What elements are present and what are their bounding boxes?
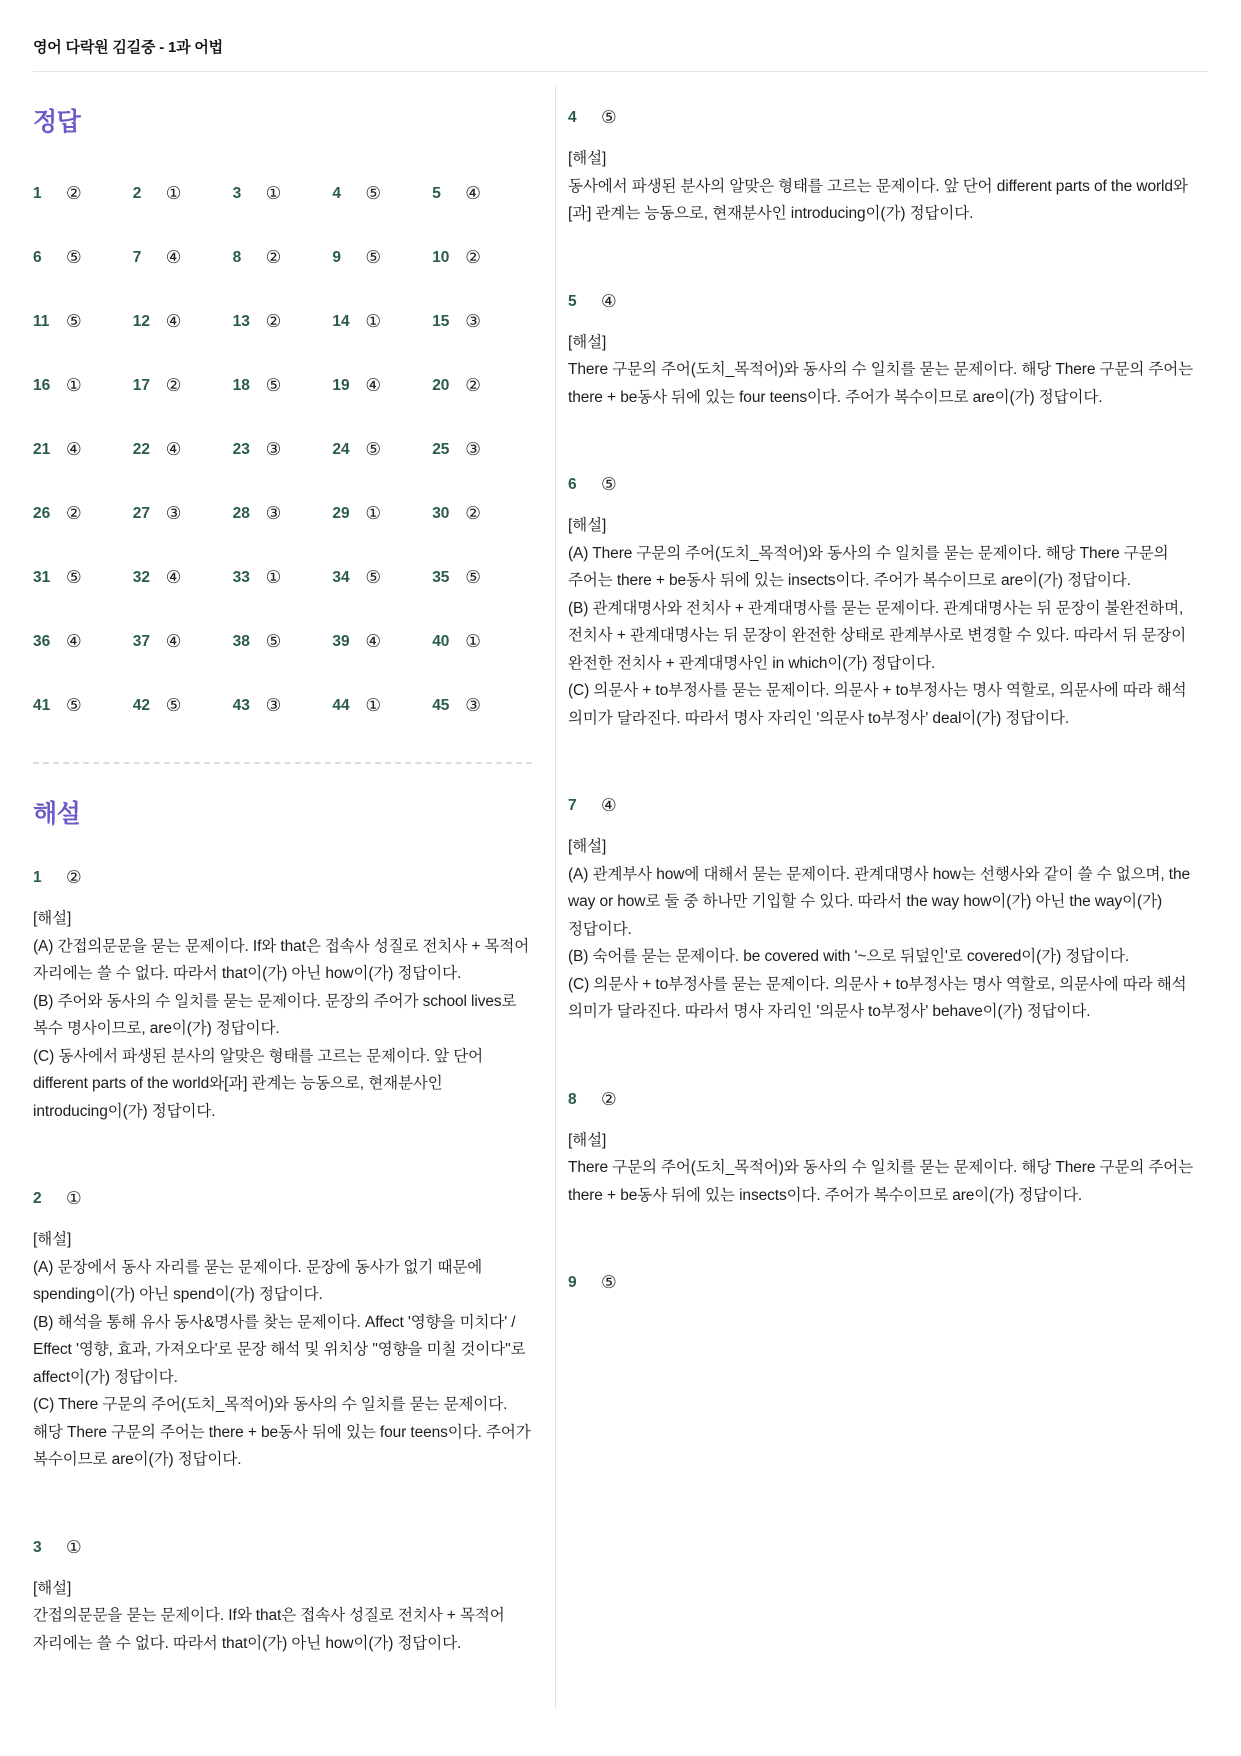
answer-cell	[33, 694, 133, 718]
header-divider	[33, 71, 1208, 72]
explanation-text	[33, 1575, 532, 1658]
answer-cell	[33, 438, 133, 462]
explanation-line: 간접의문문을 묻는 문제이다. If와 that은 접속사 성질로 전치사 + 목적어 자리에는 쓸 수 없다. 따라서 that이(가) 아닌 how이(가) 정답이다.	[33, 1607, 505, 1652]
explanation-line: (B) 관계대명사와 전치사 + 관계대명사를 묻는 문제이다. 관계대명사는 뒤 문장이 불완전하며, 전치사 + 관계대명사는 뒤 문장이 완전한 상태로 관계부사로 변경할 수 있다. 따라서 뒤 문장이 완전한 전치사 + 관계대명사인 in which이(가) 정답이다.	[568, 599, 1187, 672]
answer-choice: ①	[365, 311, 382, 332]
answer-cell	[33, 182, 133, 206]
explanation-entry	[568, 794, 1208, 1026]
answer-choice: ③	[265, 695, 282, 716]
answer-cell	[233, 310, 333, 334]
answer-cell	[432, 566, 532, 590]
question-number: 30	[432, 505, 450, 522]
answer-choice: ②	[465, 503, 481, 524]
answer-choice: ⑤	[66, 247, 82, 268]
question-number: 1	[33, 185, 42, 202]
question-number: 35	[432, 569, 450, 586]
answers-section-title: 정답	[33, 108, 81, 136]
question-number: 6	[33, 249, 42, 266]
answer-cell	[33, 374, 133, 398]
answer-choice: ④	[165, 631, 182, 652]
answer-choice: ④	[66, 631, 82, 652]
question-number: 16	[33, 377, 51, 394]
question-number: 37	[132, 633, 151, 650]
question-number: 9	[332, 249, 342, 266]
answer-cell	[233, 630, 333, 654]
answer-choice: ②	[165, 375, 182, 396]
question-number: 21	[33, 441, 51, 458]
answer-cell	[233, 438, 333, 462]
question-header	[33, 1536, 532, 1560]
answer-grid	[33, 182, 532, 718]
explanation-entry	[568, 473, 1208, 732]
answer-cell	[432, 502, 532, 526]
explanation-entry	[33, 1187, 532, 1474]
answer-choice: ③	[465, 439, 481, 460]
answer-choice: ④	[365, 631, 382, 652]
answer-choice: ④	[165, 567, 182, 588]
answer-choice: ①	[265, 183, 282, 204]
question-number: 1	[33, 869, 42, 886]
explanation-text	[568, 1127, 1208, 1210]
explanation-entry	[568, 1271, 1208, 1295]
question-number: 27	[132, 505, 151, 522]
answer-choice: ④	[601, 795, 617, 816]
answer-cell	[33, 566, 133, 590]
answer-cell	[432, 438, 532, 462]
answer-cell	[332, 502, 432, 526]
explanation-line: (B) 숙어를 묻는 문제이다. be covered with '~으로 뒤덮인'로 covered이(가) 정답이다.	[568, 948, 1130, 965]
question-header	[568, 1271, 1208, 1295]
question-number: 24	[332, 441, 350, 458]
document-title: 영어 다락원 김길중 - 1과 어법	[33, 39, 223, 56]
explanation-line: (A) 관계부사 how에 대해서 묻는 문제이다. 관계대명사 how는 선행사와 같이 쓸 수 없으며, the way or how로 둘 중 하나만 기입할 수 있다. 따라서 the way how이(가) 아닌 the way이(가) 정답이다.	[568, 865, 1191, 938]
answer-choice: ⑤	[66, 695, 82, 716]
answer-choice: ③	[465, 695, 481, 716]
answer-choice: ①	[66, 375, 82, 396]
answer-choice: ①	[66, 1536, 82, 1557]
question-number: 33	[232, 569, 250, 586]
answer-cell	[233, 374, 333, 398]
question-number: 29	[332, 505, 350, 522]
explanation-text	[568, 833, 1208, 1026]
answer-choice: ②	[465, 375, 481, 396]
answer-cell	[332, 310, 432, 334]
answer-cell	[33, 310, 133, 334]
explanation-label: [해설]	[33, 910, 72, 927]
answer-cell	[233, 182, 333, 206]
answer-choice: ⑤	[265, 375, 282, 396]
answer-choice: ①	[165, 183, 182, 204]
explanation-label: [해설]	[33, 1579, 72, 1597]
question-number: 3	[232, 185, 242, 202]
question-number: 3	[33, 1538, 42, 1556]
answer-choice: ①	[365, 695, 382, 716]
question-number: 14	[332, 313, 350, 330]
answer-cell	[133, 566, 233, 590]
explanation-line: (B) 주어와 동사의 수 일치를 묻는 문제이다. 문장의 주어가 school lives로 복수 명사이므로, are이(가) 정답이다.	[33, 992, 517, 1037]
explanation-line: There 구문의 주어(도치_목적어)와 동사의 수 일치를 묻는 문제이다. 해당 There 구문의 주어는 there + be동사 뒤에 있는 insects이다. 주어가 복수이므로 are이(가) 정답이다.	[568, 1159, 1194, 1204]
question-number: 36	[33, 633, 51, 650]
question-number: 43	[232, 697, 250, 714]
section-separator	[33, 762, 532, 764]
answer-choice: ⑤	[66, 567, 82, 588]
answer-choice: ②	[66, 867, 82, 888]
answer-choice: ⑤	[165, 695, 182, 716]
answer-cell	[133, 374, 233, 398]
explanation-line: There 구문의 주어(도치_목적어)와 동사의 수 일치를 묻는 문제이다. 해당 There 구문의 주어는 there + be동사 뒤에 있는 four teens이다. 주어가 복수이므로 are이(가) 정답이다.	[568, 361, 1194, 406]
answer-cell	[33, 502, 133, 526]
answer-cell	[332, 438, 432, 462]
question-number: 8	[232, 249, 242, 266]
question-number: 34	[332, 569, 350, 586]
question-number: 38	[232, 633, 250, 650]
answer-cell	[133, 182, 233, 206]
question-number: 40	[432, 633, 450, 650]
answer-cell	[332, 566, 432, 590]
answer-cell	[432, 374, 532, 398]
explanation-text	[33, 905, 532, 1125]
answer-choice: ④	[165, 247, 182, 268]
answer-choice: ④	[66, 439, 82, 460]
explanation-line: (C) 의문사 + to부정사를 묻는 문제이다. 의문사 + to부정사는 명사 역할로, 의문사에 따라 해석 의미가 달라진다. 따라서 명사 자리인 '의문사 to부정사' behave이(가) 정답이다.	[568, 975, 1187, 1020]
question-header	[33, 1187, 532, 1211]
answer-cell	[233, 694, 333, 718]
answer-choice: ④	[365, 375, 382, 396]
question-number: 4	[568, 109, 577, 126]
answer-choice: ③	[465, 311, 481, 332]
explanation-entry	[33, 1536, 532, 1658]
question-number: 10	[432, 249, 450, 266]
explanation-label: [해설]	[568, 517, 607, 534]
answer-choice: ⑤	[365, 247, 382, 268]
question-header	[568, 1088, 1208, 1112]
explanation-label: [해설]	[568, 838, 607, 855]
explanation-entry	[568, 290, 1208, 412]
answer-cell	[133, 630, 233, 654]
explanation-text	[33, 1226, 532, 1474]
answer-choice: ②	[601, 1088, 617, 1109]
left-column	[33, 88, 532, 1719]
explanation-line: (C) 의문사 + to부정사를 묻는 문제이다. 의문사 + to부정사는 명사 역할로, 의문사에 따라 해석 의미가 달라진다. 따라서 명사 자리인 '의문사 to부정사' deal이(가) 정답이다.	[568, 682, 1187, 727]
answer-cell	[332, 374, 432, 398]
question-number: 25	[432, 441, 450, 458]
answer-cell	[332, 182, 432, 206]
answer-choice: ⑤	[601, 107, 617, 128]
answer-cell	[233, 246, 333, 270]
answer-choice: ④	[165, 311, 182, 332]
question-number: 45	[432, 697, 450, 714]
answer-cell	[133, 246, 233, 270]
answer-choice: ③	[165, 503, 182, 524]
question-number: 7	[568, 797, 577, 814]
question-number: 22	[132, 441, 151, 458]
answer-cell	[33, 630, 133, 654]
explanation-label: [해설]	[568, 1131, 607, 1149]
answer-choice: ④	[165, 439, 182, 460]
question-number: 23	[232, 441, 250, 458]
answer-cell	[133, 502, 233, 526]
question-header	[568, 290, 1208, 314]
column-divider	[555, 86, 556, 1708]
question-number: 8	[568, 1090, 577, 1108]
question-number: 2	[132, 185, 142, 202]
explanation-label: [해설]	[568, 150, 607, 167]
answer-choice: ⑤	[265, 631, 282, 652]
explanation-text	[568, 512, 1208, 732]
question-number: 28	[232, 505, 250, 522]
question-number: 15	[432, 313, 450, 330]
answer-cell	[432, 182, 532, 206]
answer-choice: ②	[465, 247, 481, 268]
answer-choice: ①	[365, 503, 382, 524]
explanation-label: [해설]	[568, 333, 607, 351]
explanation-line: (C) 동사에서 파생된 분사의 알맞은 형태를 고르는 문제이다. 앞 단어 different parts of the world와[과] 관계는 능동으로, 현재분사인 introducing이(가) 정답이다.	[33, 1047, 483, 1120]
question-number: 11	[33, 313, 50, 330]
answer-cell	[133, 438, 233, 462]
answer-cell	[432, 246, 532, 270]
question-number: 13	[232, 313, 250, 330]
explanation-line: (A) 문장에서 동사 자리를 묻는 문제이다. 문장에 동사가 없기 때문에 spending이(가) 아닌 spend이(가) 정답이다.	[33, 1258, 483, 1303]
answer-choice: ⑤	[601, 474, 617, 495]
answer-cell	[432, 630, 532, 654]
answer-choice: ①	[265, 567, 282, 588]
answer-choice: ②	[66, 183, 82, 204]
answer-choice: ②	[265, 311, 282, 332]
answer-choice: ⑤	[465, 567, 481, 588]
right-column	[568, 88, 1208, 1357]
question-number: 41	[33, 697, 51, 714]
answer-cell	[432, 694, 532, 718]
answer-cell	[33, 246, 133, 270]
answer-choice: ⑤	[365, 567, 382, 588]
question-header	[33, 866, 532, 890]
answer-choice: ④	[465, 183, 481, 204]
question-number: 42	[132, 697, 151, 714]
answer-choice: ③	[265, 439, 282, 460]
answer-choice: ⑤	[66, 311, 82, 332]
answer-cell	[133, 310, 233, 334]
explanations-section-title: 해설	[33, 800, 81, 828]
answer-cell	[233, 502, 333, 526]
question-header	[568, 794, 1208, 818]
answer-choice: ①	[465, 631, 481, 652]
question-number: 19	[332, 377, 350, 394]
explanation-text	[568, 145, 1208, 228]
explanations-left	[33, 866, 532, 1657]
answer-choice: ①	[66, 1188, 82, 1209]
question-number: 20	[432, 377, 450, 394]
answer-choice: ②	[66, 503, 82, 524]
question-number: 18	[232, 377, 250, 394]
question-number: 26	[33, 505, 51, 522]
explanation-entry	[568, 1088, 1208, 1210]
answer-choice: ⑤	[365, 183, 382, 204]
question-number: 12	[132, 313, 151, 330]
question-number: 31	[33, 569, 51, 586]
answer-cell	[133, 694, 233, 718]
answer-choice: ②	[265, 247, 282, 268]
question-number: 5	[568, 292, 577, 310]
answer-cell	[332, 246, 432, 270]
question-number: 4	[332, 185, 342, 202]
answer-choice: ⑤	[365, 439, 382, 460]
explanation-line: (A) 간접의문문을 묻는 문제이다. If와 that은 접속사 성질로 전치사 + 목적어 자리에는 쓸 수 없다. 따라서 that이(가) 아닌 how이(가) 정답이다.	[33, 937, 530, 982]
question-number: 6	[568, 476, 577, 493]
explanation-label: [해설]	[33, 1231, 72, 1248]
question-number: 2	[33, 1190, 42, 1207]
explanation-line: 동사에서 파생된 분사의 알맞은 형태를 고르는 문제이다. 앞 단어 different parts of the world와[과] 관계는 능동으로, 현재분사인 introducing이(가) 정답이다.	[568, 177, 1188, 222]
explanation-entry	[568, 106, 1208, 228]
explanation-text	[568, 329, 1208, 412]
answer-cell	[332, 694, 432, 718]
explanation-entry	[33, 866, 532, 1125]
question-number: 9	[568, 1274, 577, 1291]
explanation-line: (C) There 구문의 주어(도치_목적어)와 동사의 수 일치를 묻는 문제이다. 해당 There 구문의 주어는 there + be동사 뒤에 있는 four teens이다. 주어가 복수이므로 are이(가) 정답이다.	[33, 1396, 531, 1468]
question-number: 32	[132, 569, 151, 586]
answer-choice: ⑤	[601, 1272, 617, 1293]
question-number: 39	[332, 633, 350, 650]
question-number: 5	[432, 185, 441, 202]
answer-choice: ④	[601, 290, 617, 311]
answer-cell	[432, 310, 532, 334]
explanation-line: (A) There 구문의 주어(도치_목적어)와 동사의 수 일치를 묻는 문제이다. 해당 There 구문의 주어는 there + be동사 뒤에 있는 insects이다. 주어가 복수이므로 are이(가) 정답이다.	[568, 544, 1169, 589]
question-header	[568, 473, 1208, 497]
question-number: 7	[132, 249, 142, 266]
explanations-right	[568, 106, 1208, 1295]
answer-choice: ③	[265, 503, 282, 524]
question-number: 17	[132, 377, 151, 394]
answer-cell	[332, 630, 432, 654]
answer-cell	[233, 566, 333, 590]
question-header	[568, 106, 1208, 130]
explanation-line: (B) 해석을 통해 유사 동사&명사를 찾는 문제이다. Affect '영향을 미치다' / Effect '영향, 효과, 가져오다'로 문장 해석 및 위치상 "영향을 미칠 것이다"로 affect이(가) 정답이다.	[33, 1313, 526, 1386]
question-number: 44	[332, 697, 350, 714]
